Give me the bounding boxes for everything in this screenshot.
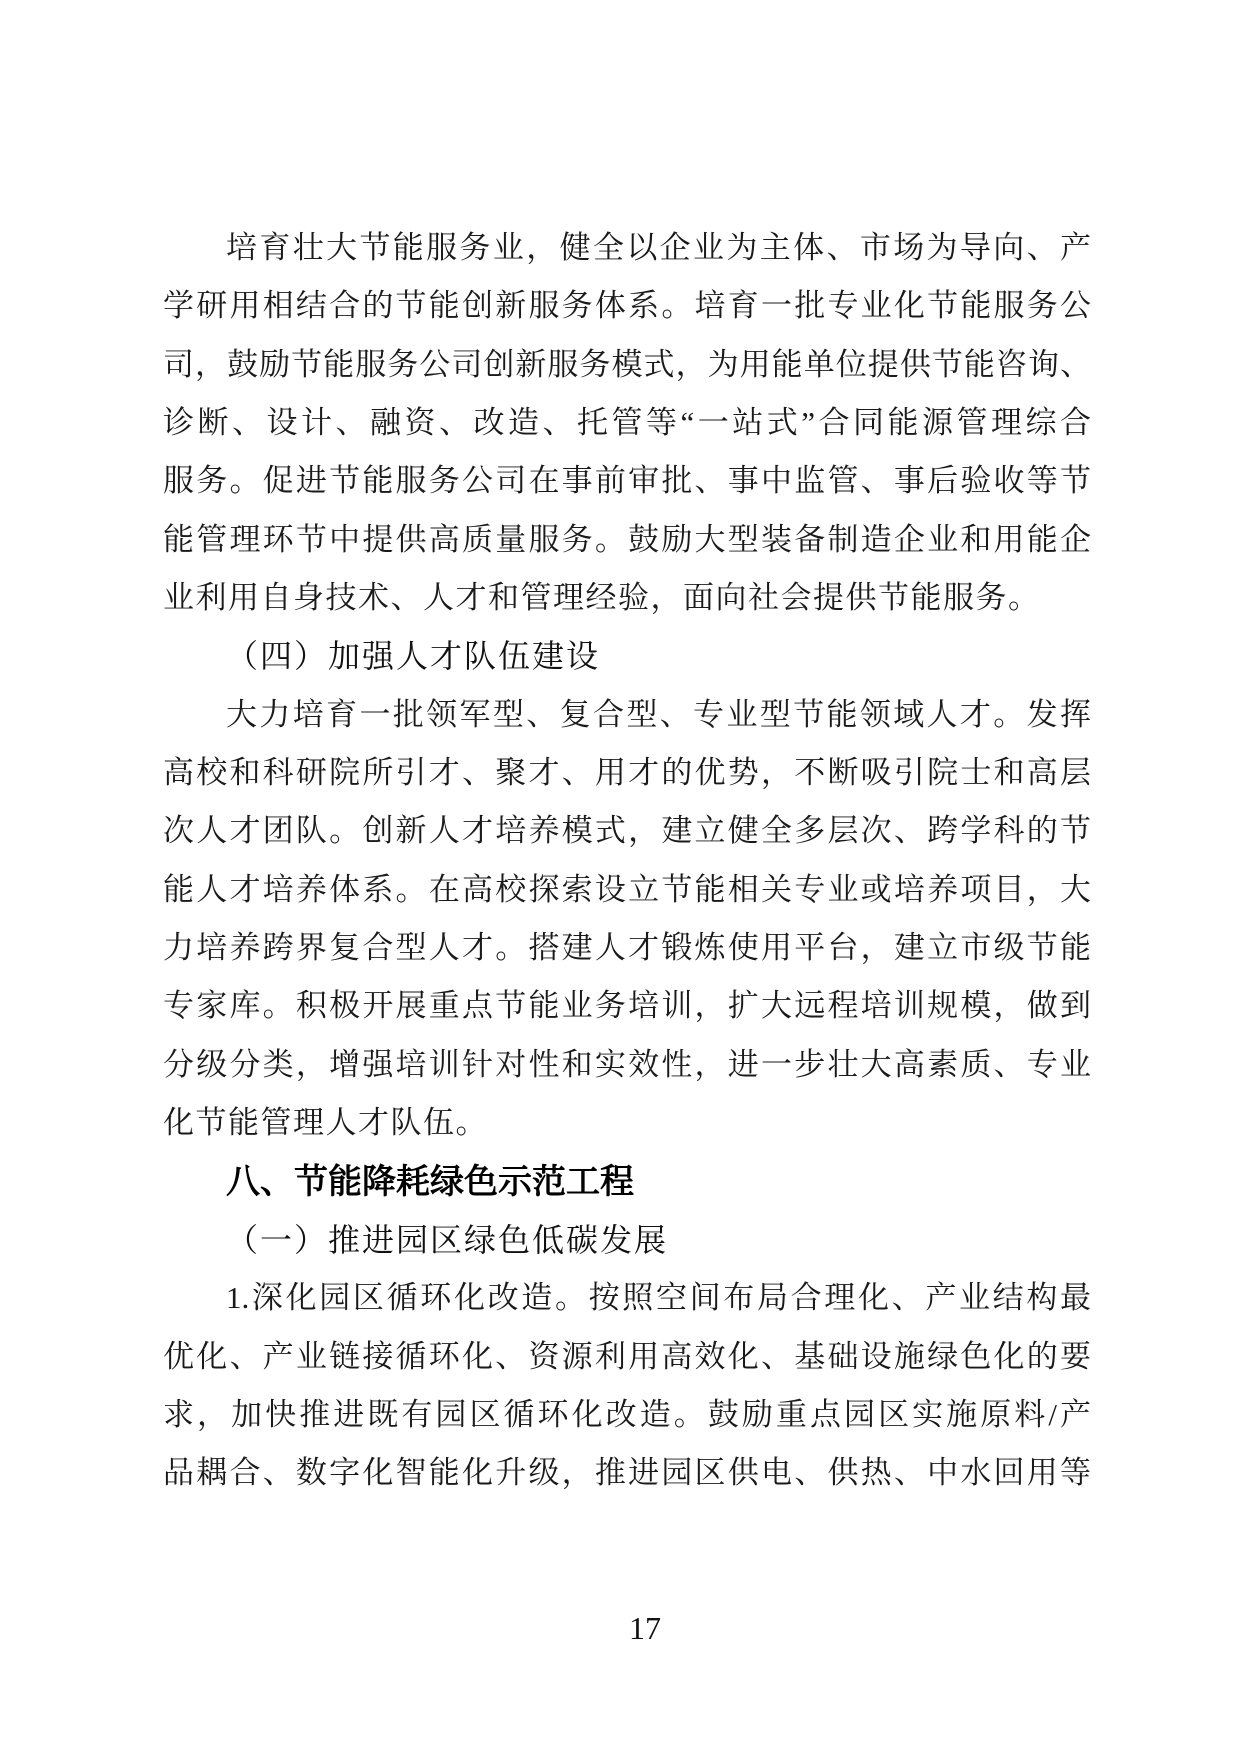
subsection-heading-4: （四）加强人才队伍建设 xyxy=(226,638,601,675)
text-line: 1.深化园区循环化改造。按照空间布局合理化、产业结构最 xyxy=(226,1280,1091,1316)
text-line: 专家库。积极开展重点节能业务培训，扩大远程培训规模，做到 xyxy=(163,988,1091,1024)
text-line: 力培养跨界复合型人才。搭建人才锻炼使用平台，建立市级节能 xyxy=(163,930,1091,966)
text-line: 高校和科研院所引才、聚才、用才的优势，不断吸引院士和高层 xyxy=(163,755,1091,791)
text-line: 化节能管理人才队伍。 xyxy=(163,1105,488,1141)
text-line: 能管理环节中提供高质量服务。鼓励大型装备制造企业和用能企 xyxy=(163,521,1091,557)
text-line: 司，鼓励节能服务公司创新服务模式，为用能单位提供节能咨询、 xyxy=(163,346,1091,382)
text-line: 学研用相结合的节能创新服务体系。培育一批专业化节能服务公 xyxy=(163,288,1091,324)
text-line: 分级分类，增强培训针对性和实效性，进一步壮大高素质、专业 xyxy=(163,1046,1091,1082)
text-line: 次人才团队。创新人才培养模式，建立健全多层次、跨学科的节 xyxy=(163,813,1091,849)
text-line: 优化、产业链接循环化、资源利用高效化、基础设施绿色化的要 xyxy=(163,1338,1091,1374)
text-line: 求，加快推进既有园区循环化改造。鼓励重点园区实施原料/产 xyxy=(163,1396,1091,1432)
text-line: 能人才培养体系。在高校探索设立节能相关专业或培养项目，大 xyxy=(163,871,1091,907)
text-line: 诊断、设计、融资、改造、托管等“一站式”合同能源管理综合 xyxy=(163,405,1091,441)
subsection-heading-1: （一）推进园区绿色低碳发展 xyxy=(226,1221,669,1258)
text-line: 培育壮大节能服务业，健全以企业为主体、市场为导向、产 xyxy=(226,230,1091,265)
page-number: 17 xyxy=(629,1610,661,1646)
text-block xyxy=(163,219,1091,1503)
text-line: 服务。促进节能服务公司在事前审批、事中监管、事后验收等节 xyxy=(163,463,1091,499)
text-line: 品耦合、数字化智能化升级，推进园区供电、供热、中水回用等 xyxy=(163,1455,1091,1491)
section-heading-8: 八、节能降耗绿色示范工程 xyxy=(226,1162,634,1201)
text-line: 大力培育一批领军型、复合型、专业型节能领域人才。发挥 xyxy=(226,696,1091,732)
text-line: 业利用自身技术、人才和管理经验，面向社会提供节能服务。 xyxy=(163,580,1041,616)
